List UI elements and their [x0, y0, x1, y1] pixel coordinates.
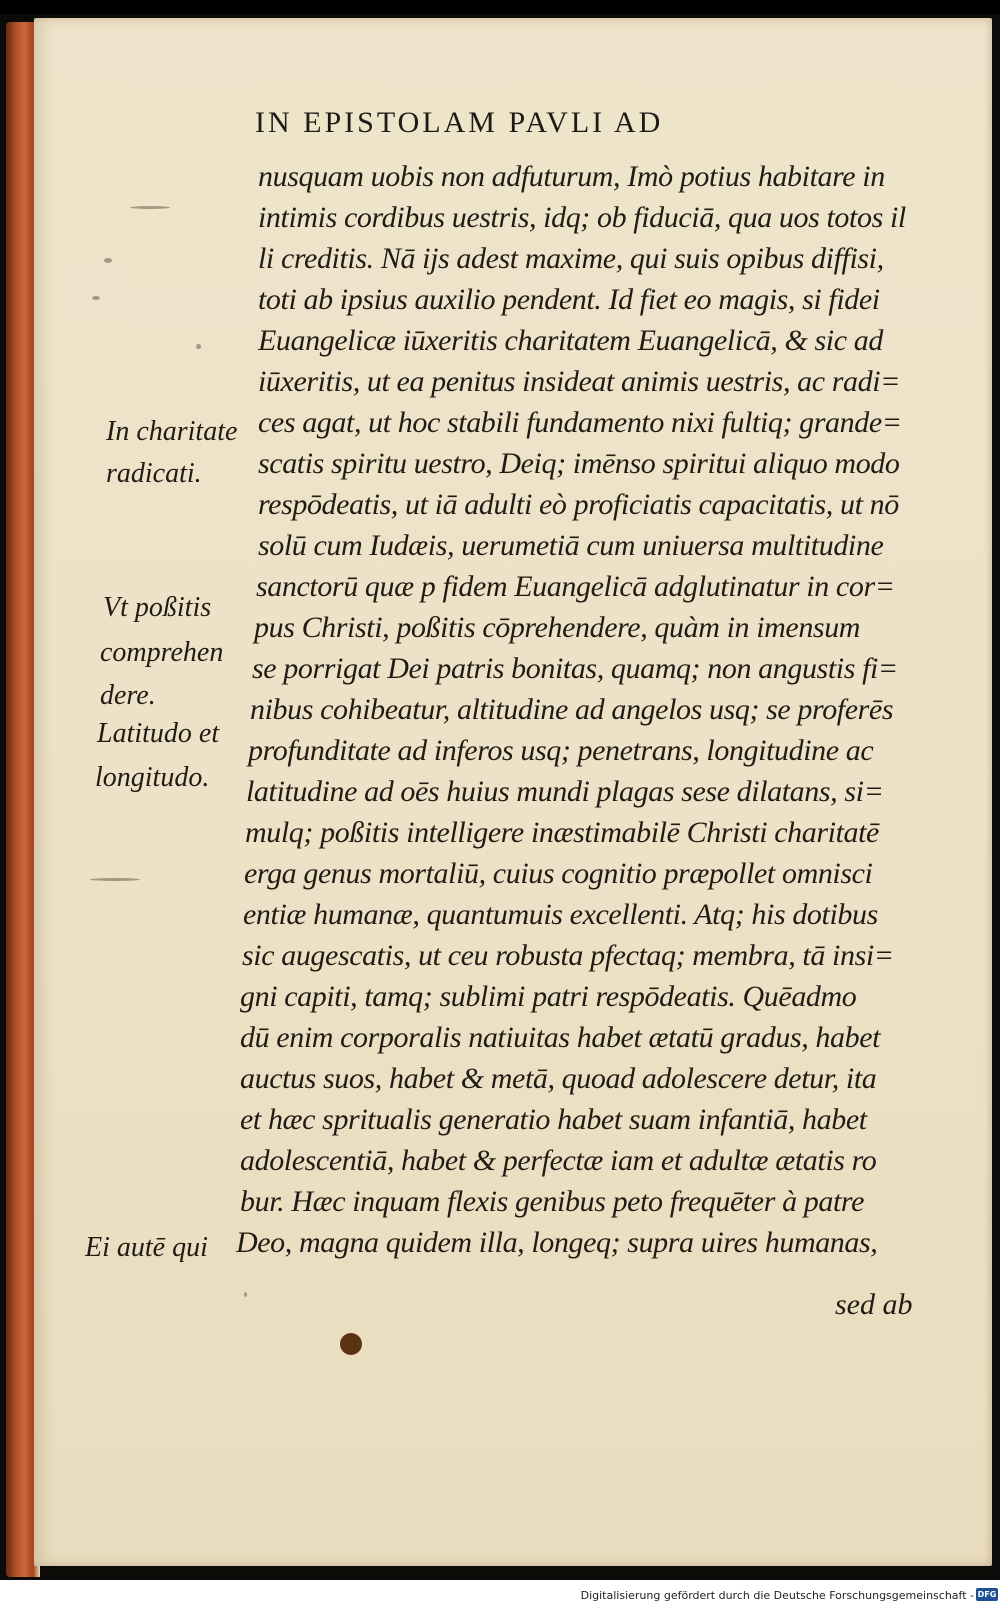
text-line: adolescentiā, habet & perfectæ iam et adultæ ætatis ro — [240, 1144, 877, 1177]
text-line: profunditate ad inferos usq; penetrans, longitudine ac — [248, 734, 874, 767]
text-line: gni capiti, tamq; sublimi patri respōdeatis. Quēadmo — [240, 980, 857, 1013]
marginal-note: Vt poßitis — [103, 592, 212, 623]
text-line: sic augescatis, ut ceu robusta pfectaq; membra, tā insi= — [242, 939, 894, 972]
marginal-note: Ei autē qui — [85, 1232, 208, 1263]
text-line: latitudine ad oēs huius mundi plagas sese dilatans, si= — [246, 775, 884, 808]
funding-credit: Digitalisierung gefördert durch die Deutsche Forschungsgemeinschaft - — [580, 1589, 974, 1602]
text-line: se porrigat Dei patris bonitas, quamq; non angustis fi= — [252, 652, 898, 685]
dfg-logo: DFG — [977, 1590, 997, 1599]
text-line: et hæc spritualis generatio habet suam infantiā, habet — [240, 1103, 867, 1136]
text-line: nibus cohibeatur, altitudine ad angelos usq; se proferēs — [250, 693, 894, 726]
margin-speck — [130, 206, 170, 209]
text-line: iūxeritis, ut ea penitus insideat animis uestris, ac radi= — [258, 365, 901, 398]
running-head: IN EPISTOLAM PAVLI AD — [255, 106, 664, 139]
marginal-note: longitudo. — [95, 762, 210, 793]
text-line: dū enim corporalis natiuitas habet ætatū gradus, habet — [240, 1021, 881, 1054]
margin-speck — [104, 258, 112, 263]
text-line: auctus suos, habet & metā, quoad adolescere detur, ita — [240, 1062, 877, 1095]
text-line: li creditis. Nā ijs adest maxime, qui suis opibus diffisi, — [258, 242, 884, 275]
catchword: sed ab — [835, 1288, 913, 1321]
margin-speck — [244, 1292, 247, 1297]
text-line: toti ab ipsius auxilio pendent. Id fiet eo magis, si fidei — [258, 283, 880, 316]
text-line: nusquam uobis non adfuturum, Imò potius habitare in — [258, 160, 885, 193]
margin-speck — [196, 344, 201, 349]
text-line: ces agat, ut hoc stabili fundamento nixi fultiq; grande= — [258, 406, 902, 439]
text-line: sanctorū quæ p fidem Euangelicā adglutinatur in cor= — [256, 570, 895, 603]
text-line: respōdeatis, ut iā adulti eò proficiatis capacitatis, ut nō — [258, 488, 899, 521]
marginal-note: dere. — [100, 680, 156, 711]
ink-blot — [340, 1333, 362, 1355]
text-line: Deo, magna quidem illa, longeq; supra uires humanas, — [236, 1226, 878, 1259]
marginal-note: In charitate — [106, 416, 238, 447]
text-line: pus Christi, poßitis cōprehendere, quàm in imensum — [254, 611, 861, 644]
text-line: solū cum Iudæis, uerumetiā cum uniuersa multitudine — [258, 529, 884, 562]
text-line: intimis cordibus uestris, idq; ob fiduciā, qua uos totos il — [258, 201, 906, 234]
marginal-note: radicati. — [106, 458, 202, 489]
margin-speck — [90, 878, 140, 881]
top-border — [0, 0, 1000, 14]
text-line: erga genus mortaliū, cuius cognitio præpollet omnisci — [244, 857, 873, 890]
text-line: bur. Hæc inquam flexis genibus peto frequēter à patre — [240, 1185, 864, 1218]
marginal-note: Latitudo et — [97, 718, 220, 749]
text-line: entiæ humanæ, quantumuis excellenti. Atq; his dotibus — [243, 898, 878, 931]
text-line: scatis spiritu uestro, Deiq; imēnso spiritui aliquo modo — [258, 447, 900, 480]
marginal-note: comprehen — [100, 637, 224, 668]
text-line: mulq; poßitis intelligere inæstimabilē Christi charitatē — [245, 816, 879, 849]
text-line: Euangelicæ iūxeritis charitatem Euangelicā, & sic ad — [258, 324, 883, 357]
footer-bar — [0, 1580, 1000, 1611]
margin-speck — [92, 296, 100, 300]
